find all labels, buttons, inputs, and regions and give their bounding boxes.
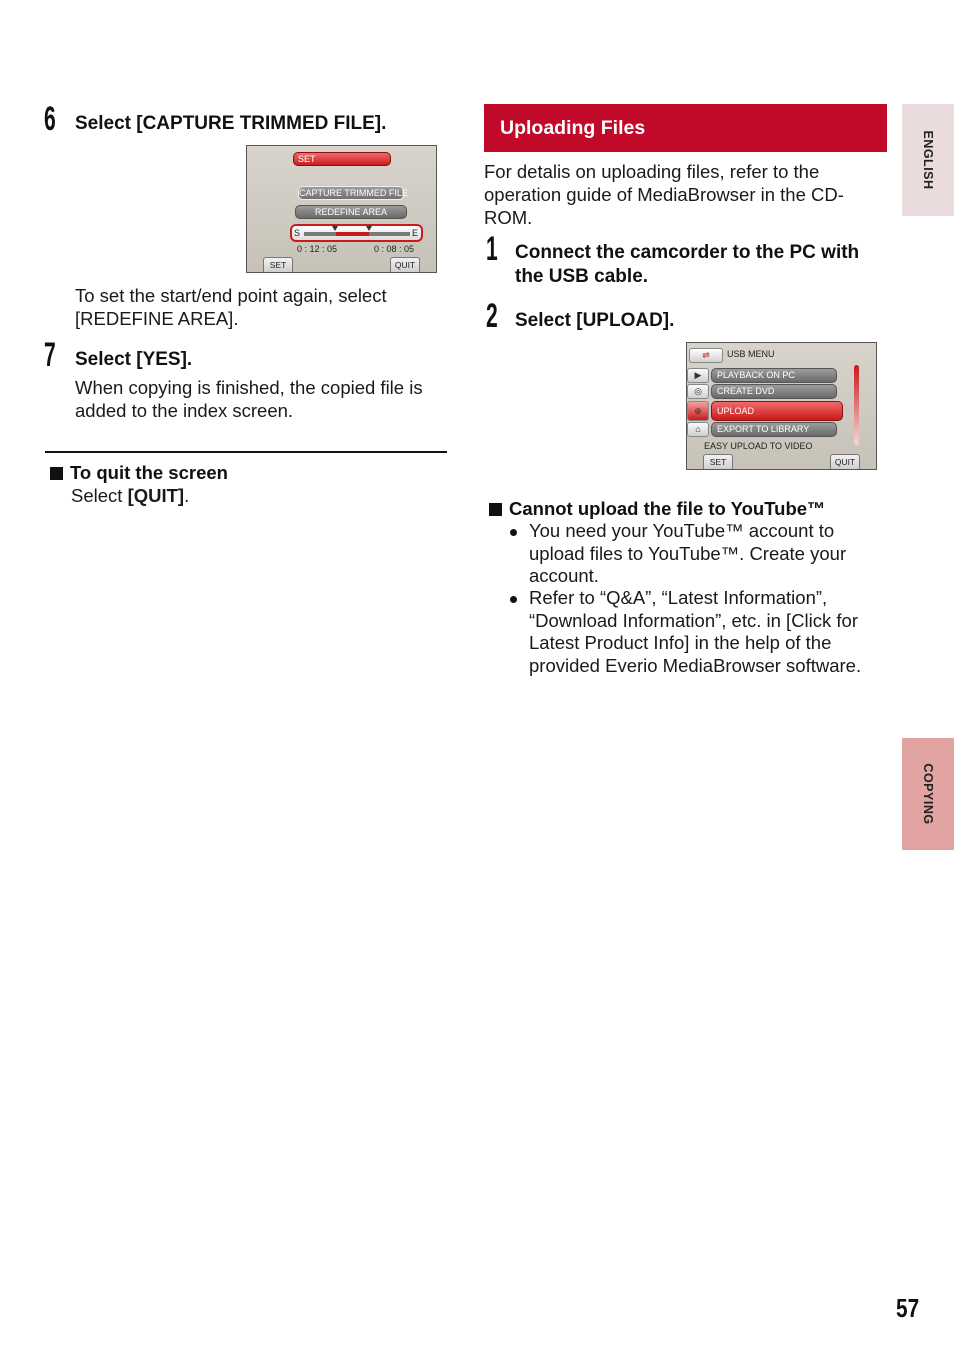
- step-7-number: 7: [44, 336, 56, 374]
- usb-item-label: EXPORT TO LIBRARY: [711, 422, 837, 437]
- upload-step-2-number: 2: [486, 297, 498, 335]
- quit-text-bold: [QUIT]: [127, 485, 185, 506]
- cannot-upload-heading-text: Cannot upload the file to YouTube™: [509, 498, 826, 519]
- quit-heading: [50, 461, 228, 484]
- uploading-intro: For detalis on uploading files, refer to the operation guide of MediaBrowser in the CD-ROM.: [484, 161, 844, 228]
- softkey-quit: QUIT: [390, 257, 420, 272]
- trim-bar: [290, 224, 423, 242]
- quit-text-suffix: .: [184, 485, 190, 506]
- square-bullet-icon: [489, 503, 502, 516]
- step-6-title: Select [CAPTURE TRIMMED FILE].: [75, 113, 387, 134]
- quit-heading-text: To quit the screen: [70, 462, 228, 483]
- step-6-number: 6: [44, 100, 56, 138]
- usb-item-label: PLAYBACK ON PC: [711, 368, 837, 383]
- bullet-dot-icon: [510, 529, 517, 536]
- usb-icon: ⇌: [689, 348, 723, 363]
- menu-item-capture-trimmed-file: CAPTURE TRIMMED FILE: [299, 188, 408, 198]
- usb-menu-screen: [686, 342, 877, 470]
- usb-footer-item: EASY UPLOAD TO VIDEO: [704, 441, 813, 451]
- step-7-text: When copying is finished, the copied file is added to the index screen.: [75, 377, 423, 421]
- upload-step-1-number: 1: [486, 230, 498, 268]
- usb-item-export-to-library: [687, 422, 839, 437]
- start-marker: S: [294, 228, 301, 238]
- softkey-set: SET: [263, 257, 293, 272]
- playback-icon: ▶: [687, 368, 709, 383]
- side-tab-english: [902, 104, 954, 216]
- usb-item-upload: [687, 401, 845, 421]
- trim-screen-header: SET: [293, 152, 391, 166]
- step-6-note: To set the start/end point again, select [REDEFINE AREA].: [75, 285, 387, 329]
- menu-item-redefine-area: REDEFINE AREA: [295, 205, 407, 219]
- library-icon: ⌂: [687, 422, 709, 437]
- upload-step-2-title: Select [UPLOAD].: [515, 310, 675, 331]
- page-number: 57: [896, 1293, 920, 1323]
- bullet-text: Refer to “Q&A”, “Latest Information”, “Download Information”, etc. in [Click for Latest Product Info] in the help of the provided Everio MediaBrowser software.: [529, 587, 862, 676]
- globe-icon: ⊕: [687, 401, 709, 421]
- end-pointer-icon: [366, 226, 372, 231]
- end-marker: E: [411, 228, 418, 238]
- square-bullet-icon: [50, 467, 63, 480]
- bullet-youtube-account: [529, 520, 874, 588]
- usb-item-create-dvd: [687, 384, 839, 399]
- upload-step-1-title: Connect the camcorder to the PC with the USB cable.: [515, 242, 860, 287]
- start-pointer-icon: [332, 226, 338, 231]
- side-tab-english-label: ENGLISH: [921, 130, 935, 190]
- usb-softkey-set: SET: [703, 454, 733, 469]
- divider: [45, 451, 447, 453]
- quit-text-prefix: Select: [71, 485, 128, 506]
- trim-screen: [246, 145, 437, 273]
- quit-text: [71, 484, 189, 507]
- bullet-text: You need your YouTube™ account to upload files to YouTube™. Create your account.: [529, 520, 847, 586]
- usb-scrollbar: [854, 365, 859, 445]
- usb-softkey-quit: QUIT: [830, 454, 860, 469]
- disc-icon: ◎: [687, 384, 709, 399]
- usb-item-label: UPLOAD: [711, 401, 843, 421]
- start-time: 0 : 12 : 05: [297, 244, 338, 254]
- bullet-dot-icon: [510, 596, 517, 603]
- side-tab-copying: [902, 738, 954, 850]
- end-time: 0 : 08 : 05: [374, 244, 415, 254]
- bullet-refer-help: [529, 587, 889, 677]
- cannot-upload-heading: [489, 497, 826, 520]
- usb-menu-title: USB MENU: [727, 349, 775, 359]
- trim-selection: [336, 232, 369, 236]
- step-7-title: Select [YES].: [75, 349, 193, 370]
- section-title-uploading-files: Uploading Files: [484, 104, 887, 152]
- usb-item-playback-on-pc: [687, 368, 839, 383]
- side-tab-copying-label: COPYING: [921, 763, 935, 825]
- usb-item-label: CREATE DVD: [711, 384, 837, 399]
